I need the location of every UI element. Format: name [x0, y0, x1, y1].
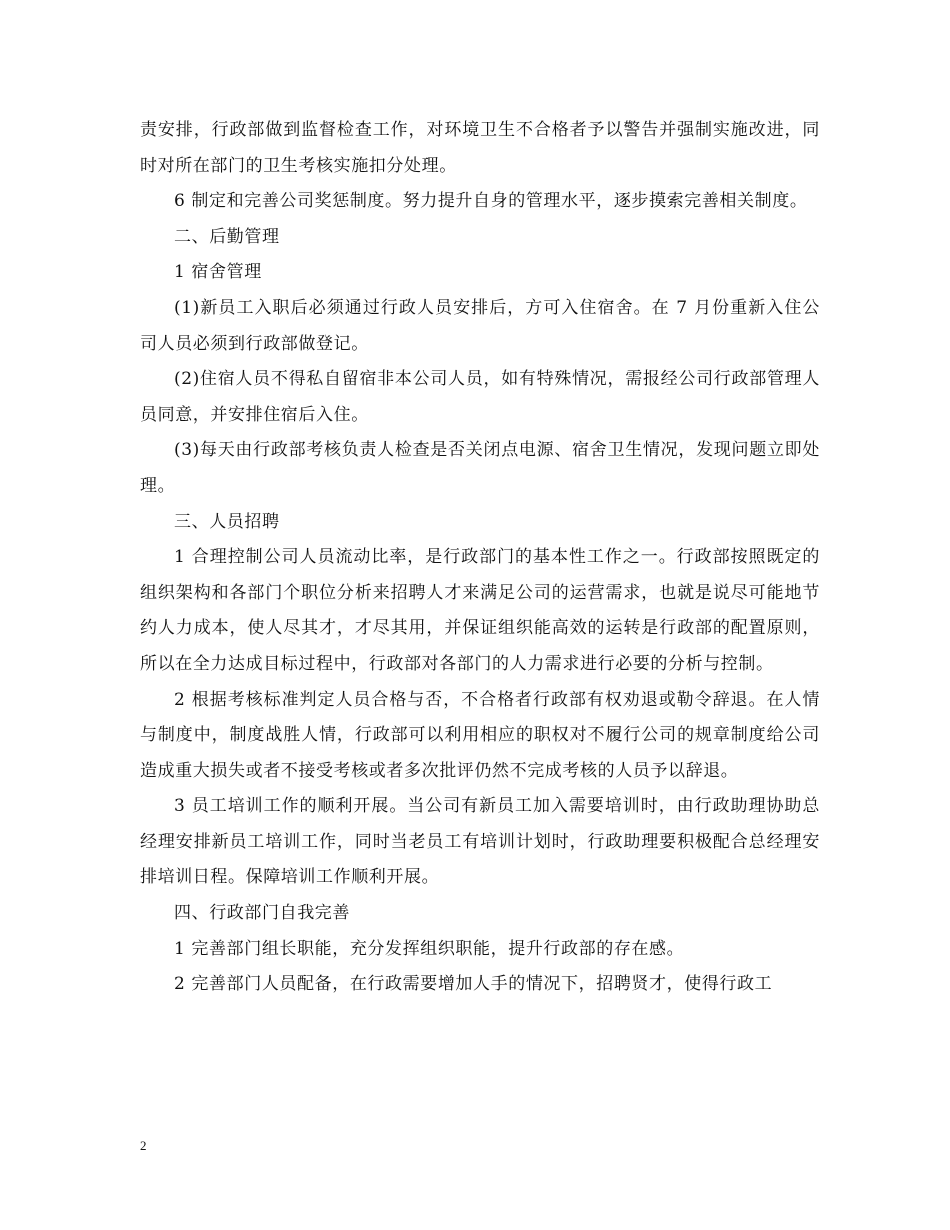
paragraph: (2)住宿人员不得私自留宿非本公司人员，如有特殊情况，需报经公司行政部管理人员同意，并安排住宿后入住。	[140, 369, 820, 425]
paragraph: (3)每天由行政部考核负责人检查是否关闭点电源、宿舍卫生情况，发现问题立即处理。	[140, 440, 820, 496]
subsection-heading: 1 宿舍管理	[174, 262, 262, 283]
page-number: 2	[140, 1138, 147, 1153]
paragraph: 2 完善部门人员配备，在行政需要增加人手的情况下，招聘贤才，使得行政工	[174, 974, 773, 995]
paragraph: 1 合理控制公司人员流动比率，是行政部门的基本性工作之一。行政部按照既定的组织架构和各部门个职位分析来招聘人才来满足公司的运营需求，也就是说尽可能地节约人力成本，使人尽其才，才尽其用，并保证组织能高效的运转是行政部的配置原则，所以在全力达成目标过程中，行政部对各部门的人力需求进行必要的分析与控制。	[140, 547, 820, 674]
section-heading: 四、行政部门自我完善	[174, 903, 350, 924]
paragraph: 2 根据考核标准判定人员合格与否，不合格者行政部有权劝退或勒令辞退。在人情与制度中，制度战胜人情，行政部可以利用相应的职权对不履行公司的规章制度给公司造成重大损失或者不接受考核或者多次批评仍然不完成考核的人员予以辞退。	[140, 689, 820, 781]
paragraph: 责安排，行政部做到监督检查工作，对环境卫生不合格者予以警告并强制实施改进，同时对所在部门的卫生考核实施扣分处理。	[140, 120, 820, 176]
section-heading: 二、后勤管理	[174, 226, 280, 247]
document-body	[140, 113, 820, 1003]
paragraph: (1)新员工入职后必须通过行政人员安排后，方可入住宿舍。在 7 月份重新入住公司人员必须到行政部做登记。	[140, 297, 820, 354]
section-heading: 三、人员招聘	[174, 511, 280, 532]
paragraph: 3 员工培训工作的顺利开展。当公司有新员工加入需要培训时，由行政助理协助总经理安排新员工培训工作，同时当老员工有培训计划时，行政助理要积极配合总经理安排培训日程。保障培训工作顺利开展。	[140, 796, 820, 888]
paragraph: 1 完善部门组长职能，充分发挥组织职能，提升行政部的存在感。	[174, 938, 685, 959]
paragraph: 6 制定和完善公司奖惩制度。努力提升自身的管理水平，逐步摸索完善相关制度。	[174, 191, 808, 212]
